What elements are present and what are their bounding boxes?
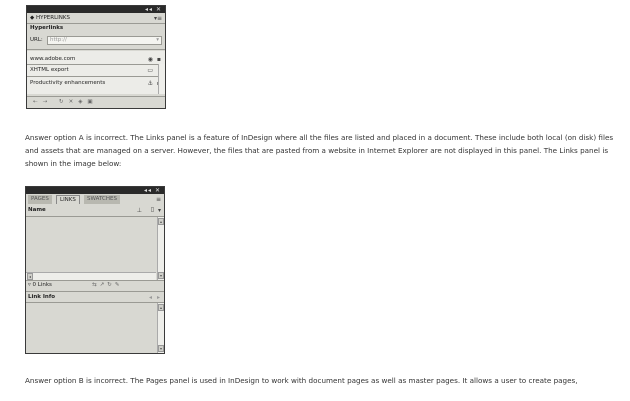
go-to-destination-icon[interactable]: ⇢	[42, 99, 53, 105]
scroll-down-button[interactable]: ▾	[159, 346, 162, 351]
list-item-label: www.adobe.com	[30, 56, 76, 62]
next-link-icon[interactable]: ▸	[156, 294, 160, 301]
links-footer	[92, 282, 164, 289]
links-panel	[25, 186, 165, 354]
list-item[interactable]	[30, 67, 165, 74]
link-info-scrollbar[interactable]	[157, 303, 164, 353]
scroll-down-button[interactable]: ▾	[159, 273, 162, 278]
panel-window-controls[interactable]: ◂◂ ✕	[145, 6, 162, 13]
horizontal-scrollbar[interactable]	[26, 272, 156, 280]
disclosure-triangle-icon[interactable]: ▿	[28, 282, 31, 288]
tab-swatches[interactable]: SWATCHES	[84, 195, 120, 204]
update-link-icon[interactable]: ↻	[107, 282, 115, 288]
url-placeholder: http://	[50, 37, 67, 43]
url-label: URL:	[30, 37, 43, 43]
panel-footer	[33, 99, 165, 106]
hyperlinks-tab-label: HYPERLINKS	[35, 15, 70, 21]
url-input[interactable]	[47, 36, 162, 45]
diamond-icon: ◆	[30, 15, 35, 21]
list-item[interactable]	[30, 80, 165, 87]
name-column-header[interactable]: Name	[28, 207, 46, 213]
page-icon: ▭	[147, 67, 153, 74]
page-icon[interactable]: ▯	[150, 206, 154, 213]
section-title: Hyperlinks	[30, 25, 64, 31]
go-to-link-icon[interactable]: ↗	[99, 282, 108, 288]
panel-menu-icon[interactable]: ≡	[155, 196, 161, 203]
update-icon[interactable]: ↻	[58, 99, 69, 105]
trash-icon[interactable]: ▣	[87, 99, 98, 105]
panel-menu-icon[interactable]: ▾≡	[153, 15, 162, 22]
explanation-paragraph-b: Answer option B is incorrect. The Pages panel is used in InDesign to work with document pages as well as master pages. It allows a user to create pages,	[25, 376, 578, 385]
go-to-source-icon[interactable]: ⇠	[33, 99, 43, 105]
hyperlink-list	[27, 51, 165, 94]
explanation-paragraph-a: Answer option A is incorrect. The Links panel is a feature of InDesign where all the files are listed and placed in a document. These include both local (on disk) files and assets that are managed on a server. However, the files that are pasted from a website in Internet Explorer are not displayed in this panel. The Links panel is shown in the image below:	[25, 133, 614, 168]
relink-icon[interactable]: ⇆	[92, 282, 100, 288]
link-info-label: Link Info	[28, 294, 56, 300]
new-hyperlink-icon[interactable]: ◈	[78, 99, 88, 105]
tab-links[interactable]: LINKS	[56, 195, 80, 204]
panel-window-controls[interactable]: ◂◂ ✕	[144, 187, 161, 194]
edit-original-icon[interactable]: ✎	[114, 282, 123, 288]
list-item-label: XHTML export	[30, 67, 69, 73]
panel-title-bar[interactable]	[26, 187, 164, 194]
globe-icon: ◉	[147, 56, 153, 63]
arrow-icon: ▪	[156, 56, 161, 63]
scroll-up-button[interactable]: ▴	[159, 305, 162, 310]
scroll-up-button[interactable]: ▴	[159, 219, 162, 224]
links-list-scrollbar[interactable]	[157, 217, 164, 280]
links-count: 0 Links	[32, 282, 52, 288]
sort-icon[interactable]: ⊥	[136, 207, 142, 214]
chevron-down-icon[interactable]: ▾	[157, 207, 161, 214]
hyperlinks-panel	[26, 5, 166, 109]
chevron-down-icon[interactable]: ▾	[156, 37, 159, 43]
delete-hyperlink-icon[interactable]: ✕	[68, 99, 79, 105]
prev-link-icon[interactable]: ◂	[148, 294, 152, 301]
list-item[interactable]	[30, 56, 165, 63]
panel-title-bar[interactable]	[27, 6, 165, 13]
tab-pages[interactable]: PAGES	[28, 195, 52, 204]
hyperlinks-tab[interactable]	[30, 15, 165, 23]
scroll-left-button[interactable]: ◂	[28, 274, 31, 279]
list-scrollbar[interactable]	[158, 64, 165, 94]
list-item-label: Productivity enhancements	[30, 80, 106, 86]
anchor-icon: ⚓	[147, 80, 153, 87]
